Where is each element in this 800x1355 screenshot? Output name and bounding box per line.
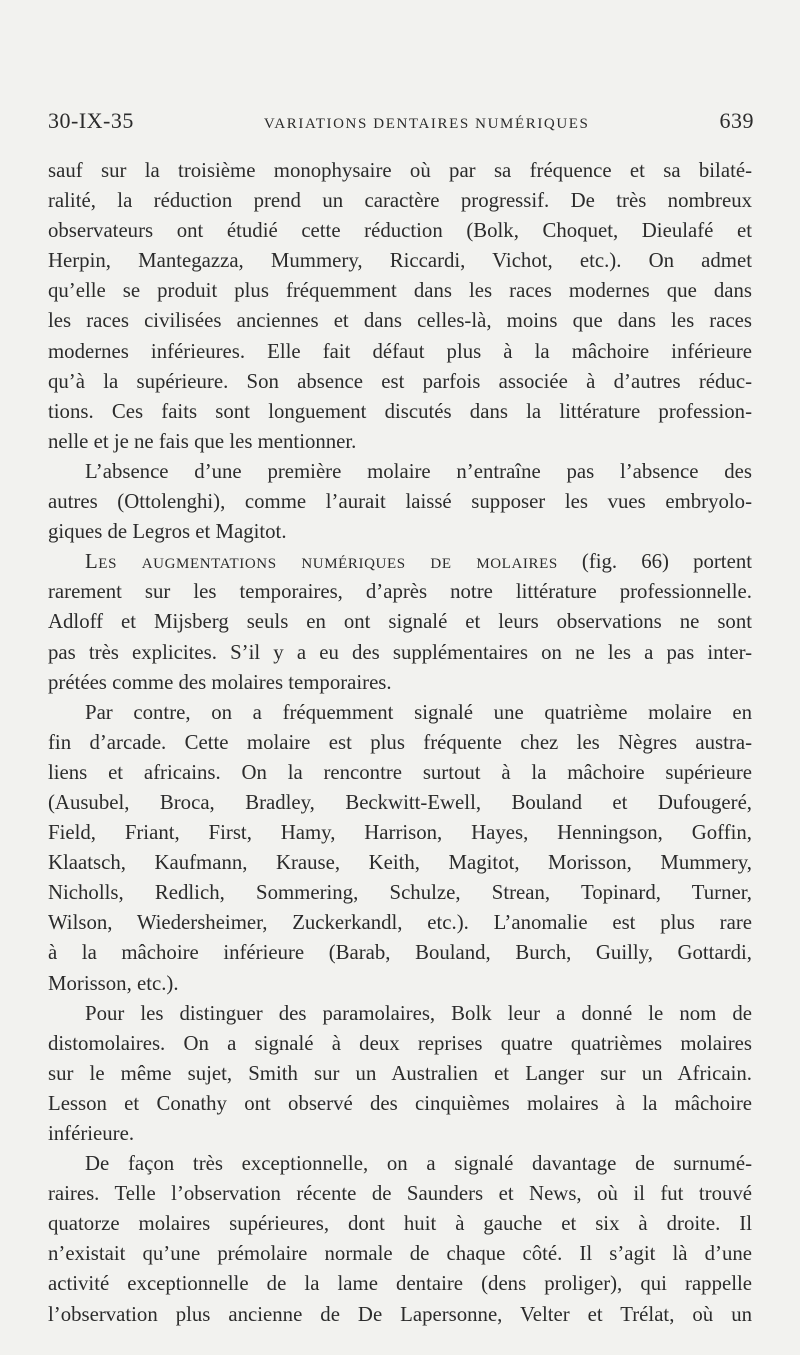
line-text: raires. Telle l’observation récente de Saunders et News, où il fut trouvé — [48, 1182, 752, 1206]
page-number: 639 — [719, 108, 754, 133]
line-text: activité exceptionnelle de la lame dentaire (dens proliger), qui rappelle — [48, 1272, 752, 1296]
line-text: (Ausubel, Broca, Bradley, Beckwitt-Ewell, Bouland et Dufougeré, — [48, 790, 752, 814]
text-line — [48, 577, 752, 607]
line-text: Adloff et Mijsberg seuls en ont signalé et leurs observations ne sont — [48, 610, 752, 634]
text-line — [48, 818, 752, 848]
line-text: Lesson et Conathy ont observé des cinquièmes molaires à la mâchoire — [48, 1091, 752, 1115]
text-line — [48, 1119, 752, 1149]
line-text: L’absence d’une première molaire n’entraîne pas l’absence des — [85, 459, 752, 483]
text-line — [48, 547, 752, 577]
text-line — [48, 276, 752, 306]
line-text: les races civilisées anciennes et dans celles-là, moins que dans les races — [48, 309, 752, 333]
header-title: VARIATIONS DENTAIRES NUMÉRIQUES — [263, 116, 590, 132]
text-line — [48, 337, 752, 367]
text-line — [48, 216, 752, 246]
text-line — [48, 246, 752, 276]
line-text: (fig. 66) portent — [557, 550, 752, 574]
text-line — [48, 1089, 752, 1119]
line-text: sur le même sujet, Smith sur un Australien et Langer sur un Africain. — [48, 1061, 752, 1085]
text-line — [48, 788, 752, 818]
text-line — [48, 186, 752, 216]
text-line — [48, 969, 752, 999]
line-text: tions. Ces faits sont longuement discutés dans la littérature profession- — [48, 399, 752, 423]
text-line — [48, 397, 752, 427]
line-text: prétées comme des molaires temporaires. — [48, 670, 392, 694]
line-text: rarement sur les temporaires, d’après notre littérature professionnelle. — [48, 580, 752, 604]
text-line — [48, 457, 752, 487]
line-text: Wilson, Wiedersheimer, Zuckerkandl, etc.). L’anomalie est plus rare — [48, 911, 752, 935]
line-text: liens et africains. On la rencontre surtout à la mâchoire supérieure — [48, 760, 752, 784]
text-line — [48, 367, 752, 397]
line-text: fin d’arcade. Cette molaire est plus fréquente chez les Nègres austra- — [48, 730, 752, 754]
text-line — [48, 487, 752, 517]
line-text: sauf sur la troisième monophysaire où par sa fréquence et sa bilaté- — [48, 159, 752, 182]
text-line — [48, 848, 752, 878]
line-text: modernes inférieures. Elle fait défaut plus à la mâchoire inférieure — [48, 339, 752, 363]
small-caps-heading: Les augmentations numériques de molaires — [85, 550, 558, 574]
text-line — [48, 1209, 752, 1239]
line-text: ralité, la réduction prend un caractère progressif. De très nombreux — [48, 189, 752, 213]
text-line — [48, 1239, 752, 1269]
text-line — [48, 938, 752, 968]
text-line — [48, 728, 752, 758]
text-line — [48, 607, 752, 637]
body-text — [48, 156, 752, 1330]
line-text: qu’à la supérieure. Son absence est parfois associée à d’autres réduc- — [48, 369, 752, 393]
header-date: 30-IX-35 — [48, 108, 134, 133]
line-text: distomolaires. On a signalé à deux reprises quatre quatrièmes molaires — [48, 1031, 752, 1055]
line-text: pas très explicites. S’il y a eu des supplémentaires on ne les a pas inter- — [48, 640, 752, 664]
line-text: Par contre, on a fréquemment signalé une quatrième molaire en — [85, 700, 752, 724]
text-line — [48, 517, 752, 547]
text-line — [48, 1269, 752, 1299]
line-text: Herpin, Mantegazza, Mummery, Riccardi, Vichot, etc.). On admet — [48, 249, 752, 273]
line-text: n’existait qu’une prémolaire normale de chaque côté. Il s’agit là d’une — [48, 1242, 752, 1266]
text-line — [48, 1300, 752, 1330]
line-text: inférieure. — [48, 1122, 135, 1145]
line-text: nelle et je ne fais que les mentionner. — [48, 429, 357, 453]
line-text: Nicholls, Redlich, Sommering, Schulze, Strean, Topinard, Turner, — [48, 881, 752, 905]
text-line — [48, 1059, 752, 1089]
text-line — [48, 1149, 752, 1179]
line-text: à la mâchoire inférieure (Barab, Bouland, Burch, Guilly, Gottardi, — [48, 941, 752, 965]
text-line — [48, 1029, 752, 1059]
text-line — [48, 758, 752, 788]
line-text: autres (Ottolenghi), comme l’aurait laissé supposer les vues embryolo- — [48, 490, 752, 514]
line-text: Pour les distinguer des paramolaires, Bolk leur a donné le nom de — [85, 1001, 752, 1025]
text-line — [48, 638, 752, 668]
line-text: Klaatsch, Kaufmann, Krause, Keith, Magitot, Morisson, Mummery, — [48, 851, 752, 875]
text-line — [48, 427, 752, 457]
line-text: giques de Legros et Magitot. — [48, 520, 287, 544]
line-text: qu’elle se produit plus fréquemment dans les races modernes que dans — [48, 279, 752, 303]
line-text: observateurs ont étudié cette réduction (Bolk, Choquet, Dieulafé et — [48, 219, 752, 243]
line-text: De façon très exceptionnelle, on a signalé davantage de surnumé- — [85, 1152, 752, 1176]
line-text: Field, Friant, First, Hamy, Harrison, Hayes, Henningson, Goffin, — [48, 821, 752, 845]
line-text: l’observation plus ancienne de De Lapersonne, Velter et Trélat, où un — [48, 1302, 752, 1326]
text-line — [48, 668, 752, 698]
text-line — [48, 1179, 752, 1209]
text-line — [48, 999, 752, 1029]
text-line — [48, 156, 752, 186]
line-text: quatorze molaires supérieures, dont huit à gauche et six à droite. Il — [48, 1212, 752, 1236]
text-line — [48, 698, 752, 728]
text-line — [48, 306, 752, 336]
line-text: Morisson, etc.). — [48, 971, 179, 995]
text-line — [48, 908, 752, 938]
running-head — [48, 108, 754, 134]
text-line — [48, 878, 752, 908]
